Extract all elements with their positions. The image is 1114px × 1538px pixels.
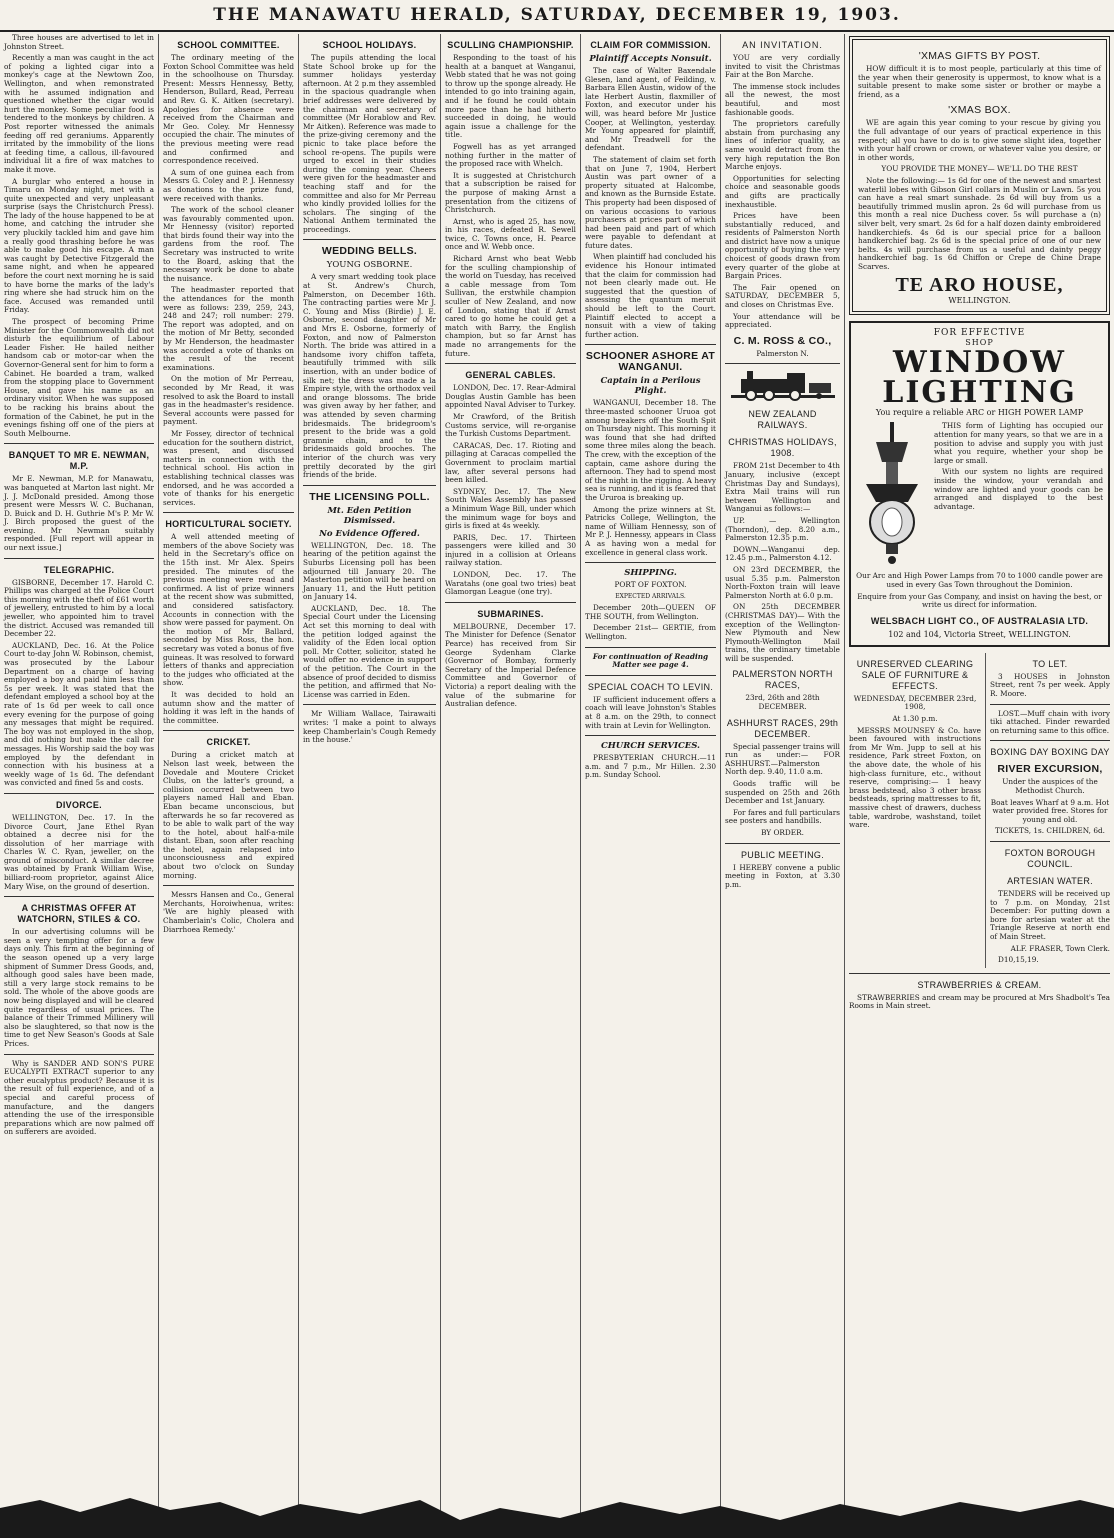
headline-wedding: WEDDING BELLS. — [321, 245, 418, 258]
xmas-box-title: 'XMAS BOX. — [948, 104, 1011, 117]
headline-railways: NEW ZEALAND RAILWAYS. — [748, 409, 817, 431]
headline-races: PALMERSTON NORTH RACES, — [732, 669, 833, 691]
shipping-arrival: December 20th—QUEEN OF THE SOUTH, from Wellington. — [585, 603, 716, 621]
article-text: In our advertising columns will be seen a very tempting offer for a few days only. This firm at the beginning of the season opened up a very large shipment of Summer Dress Goods, and, although good sales have been made, still a very large stock remains to be sold. The whole of the above goods are now being displayed and will be cleared quite regardless of usual prices. The balance of their Trimmed Millinery will also be slaughtered, so that now is the time to get New Season's Goods at Sale Prices. — [4, 927, 154, 1048]
locomotive-icon — [727, 369, 839, 403]
welsbach-address: 102 and 104, Victoria Street, WELLINGTON. — [888, 629, 1071, 639]
article-text: Mr E. Newman, M.P. for Manawatu, was banqueted at Marton last night. Mr J. J. McDonald presided. Among those present were Messrs W. C. Buchanan, D. Buick and D. H. Guthrie M's P. Mr W. J. Birch proposed the guest of the evening. Mr Newman suitably responded. [Full report will appear in our next issue.] — [4, 474, 154, 553]
advert-text: Enquire from your Gas Company, and insist on having the best, or write us direct for information. — [857, 591, 1102, 610]
article-text: The ordinary meeting of the Foxton School Committee was held in the schoolhouse on Thursday. Present: Messrs Hennessy, Betty, Henderson, Bullard, Read, Perreau and Rev. G. K. Aitken (secretary). Apologies for absence were received from the Chairman and Mr Geo. Coley. Mr Hennessy occupied the chair. The minutes of the previous meeting were read and confirmed and correspondence received. — [163, 53, 294, 166]
lighting-shop: SHOP — [965, 338, 994, 348]
advert-text: WE are again this year coming to your rescue by giving you the full advantage of our years of practical experience in this respect; all you have to do is to give some slight idea, together with your half crown or crown, or whatever value you desire, or in other words, — [858, 118, 1101, 162]
headline-claim: CLAIM FOR COMMISSION. — [590, 40, 711, 50]
advert-text: THIS form of Lighting has occupied our attention for many years, so that we are in a position to advise and supply you with just what you require, whether your shop be large or small. — [934, 421, 1103, 465]
article-text: AUCKLAND, Dec. 16. At the Police Court to-day John W. Robinson, chemist, was prosecuted by the Labour Department on a charge of having employed a boy and paid him less than 5s per week. It was stated that the defendant employed a school boy at the rate of 1s 6d per week to call once every evening for the purpose of going any messages that might be required. The boy was not employed in the shop, and did nothing but make the call for messages. His Worship said the boy was employed by the defendant in connection with his business at a weekly wage of 1s 6d. The defendant was convicted and fined 5s and costs. — [4, 640, 154, 788]
advert-text: Messrs Hansen and Co., General Merchants, Horoiwhenua, writes: 'We are highly pleased with Chamberlain's Colic, Cholera and Diarrhoea Remedy.' — [163, 890, 294, 934]
xmas-gifts-advert — [849, 36, 1110, 315]
artesian-heading: ARTESIAN WATER. — [1007, 875, 1093, 886]
article-text: SYDNEY, Dec. 17. The New South Wales Assembly has passed a Minimum Wage Bill, under which the minimum wage for boys and girls is fixed at 4s weekly. — [445, 486, 576, 531]
subheadline-licensing: Mt. Eden Petition Dismissed. — [327, 505, 412, 526]
council-heading: FOXTON BOROUGH COUNCIL. — [1004, 847, 1096, 869]
subheadline-claim: Plaintiff Accepts Nonsuit. — [589, 54, 712, 64]
article-text: A sum of one guinea each from Messrs G. Coley and P. J. Hennessy as donations to the prize fund, were received with thanks. — [163, 167, 294, 203]
column-5 — [580, 34, 720, 1524]
article-text: The statement of claim set forth that on June 7, 1904, Herbert Austin was part owner of a property situated at Halcombe, and known as the Burnside Estate. This property had been disposed of on various occasions to various purchasers at prices part of which had been paid and part of which were payable to defendant at future dates. — [585, 154, 716, 250]
headline-church: CHURCH SERVICES. — [600, 741, 701, 752]
boxing-day-heading: BOXING DAY BOXING DAY — [990, 747, 1110, 758]
headline-banquet: BANQUET TO MR E. NEWMAN, M.P. — [8, 450, 150, 472]
advert-text: Your attendance will be appreciated. — [725, 311, 840, 330]
te-aro-location: WELLINGTON. — [948, 296, 1011, 306]
article-text: Richard Arnst who beat Webb for the sculling championship of the world on Tuesday, has received a cable message from Tom Sullivan, the erstwhile champion sculler of New Zealand, and now of London, stating that if Arnst cared to go home he could get a match with Barry, the English champion, but so far Arnst has made no arrangements for the future. — [445, 254, 576, 358]
classifieds — [990, 653, 1110, 968]
headline-sculling: SCULLING CHAMPIONSHIP. — [447, 40, 574, 50]
lighting-requirement: You require a reliable ARC or HIGH POWER LAMP — [875, 408, 1084, 418]
article-text: Mr Crawford, of the British Customs service, will re-organise the Turkish Customs Department. — [445, 411, 576, 439]
window-lighting-advert — [849, 321, 1110, 646]
river-tickets: TICKETS, 1s. CHILDREN, 6d. — [995, 826, 1105, 836]
advert-text: Goods traffic will be suspended on 25th and 26th December and 1st January. — [725, 779, 840, 806]
article-text: Among the prize winners at St. Patricks College, Wellington, the name of William Hennessy, son of Mr P. J. Hennessy, appears in Class A as having won a medal for excellence in general class work. — [585, 504, 716, 557]
article-text: The prospect of becoming Prime Minister for the Commonwealth did not disturb the equilibrium of Labour Leader Fisher. He hailed neither handsom cab or motor-car when the Governor-General sent for him to form a Cabinet. He boarded a tram, walked from the stopping place to Government House, and gave his name as an ordinary visitor. When he was supposed to be racking his brains about the formation of the Cabinet, he put in the evenings fishing off one of the piers at South Melbourne. — [4, 317, 154, 438]
headline-submarines: SUBMARINES. — [477, 608, 544, 619]
headline-coach: SPECIAL COACH TO LEVIN. — [587, 681, 714, 692]
article-text: On the motion of Mr Perreau, seconded by Mr Read, it was resolved to ask the Board to install gas in the headmaster's residence. Several accounts were passed for payment. — [163, 374, 294, 427]
advert-text: Special passenger trains will run as under:— FOR ASHHURST.—Palmerston North dep. 9.40, 11.0 a.m. — [725, 741, 840, 777]
river-excursion-heading: RIVER EXCURSION, — [997, 763, 1103, 776]
column-4 — [440, 34, 580, 1524]
subheadline-schooner: Captain in a Perilous Plight. — [600, 376, 701, 397]
advert-slogan: YOU PROVIDE THE MONEY— WE'LL DO THE REST — [881, 164, 1078, 174]
headline-general-cables: GENERAL CABLES. — [465, 370, 556, 381]
article-text: LONDON, Dec. 17. Rear-Admiral Douglas Austin Gamble has been appointed Naval Adviser to Turkey. — [445, 383, 576, 410]
shipping-expected: EXPECTED ARRIVALS. — [615, 592, 686, 600]
headline-telegraphic: TELEGRAPHIC. — [43, 564, 115, 575]
headline-ashhurst: ASHHURST RACES, 29th DECEMBER. — [726, 717, 839, 739]
shipping-port: PORT OF FOXTON. — [614, 580, 687, 590]
xmas-title: 'XMAS GIFTS BY POST. — [918, 50, 1041, 62]
article-text: Three houses are advertised to let in Johnston Street. — [4, 34, 154, 51]
advert-text: STRAWBERRIES and cream may be procured at Mrs Shadbolt's Tea Rooms in Main street. — [849, 992, 1110, 1011]
article-text: The headmaster reported that the attendances for the month were as follows: 239, 259, 243, 248 and 247; roll number: 279. The report was adopted, and on the motion of Mr Betty, seconded by Mr Henderson, the headmaster was accorded a vote of thanks on the result of the recent examinations. — [163, 285, 294, 372]
continuation-note: For continuation of Reading Matter see page 4. — [592, 651, 709, 670]
article-text: A burglar who entered a house in Timaru on Monday night, met with a quite unexpected and very unpleasant surprise (says the Christchurch Press). The lady of the house happened to be at home, and catching the intruder she very pluckily tackled him and gave him a really good thrashing before he was able to make good his escape. A man was caught by Detective Fitzgerald the same night, and when he appeared before the court next morning he is said to have borne the marks of the lady's ring where she had struck him on the face. Accused was remanded until Friday. — [4, 176, 154, 315]
advert-text: I HEREBY convene a public meeting in Foxton, at 3.30 p.m. — [725, 862, 840, 889]
headline-school-committee: SCHOOL COMMITTEE. — [177, 40, 280, 50]
council-date: D10,15,19. — [998, 955, 1039, 965]
auction-date: WEDNESDAY, DECEMBER 23rd, 1908, — [853, 693, 977, 712]
article-text: Fogwell has as yet arranged nothing further in the matter of the proposed race with Whelch. — [445, 141, 576, 169]
to-let-heading: TO LET. — [1032, 658, 1068, 669]
lighting-title-2: LIGHTING — [882, 375, 1077, 411]
subheadline-licensing-2: No Evidence Offered. — [319, 528, 420, 539]
advert-text: MESSRS MOUNSEY & Co. have been favoured with instructions from Mr Wm. Jupp to sell at his residence, Park street Foxton, on the above date, the whole of his high-class furniture, etc., without reserve, comprising:— 1 heavy brass bedstead, also 3 other brass bedsteads, spring mattresses to fit, massive chest of drawers, duchess table, wardrobe, washstand, toilet ware. — [849, 725, 981, 830]
lighting-title-1: WINDOW — [893, 345, 1066, 381]
auction-advert — [849, 653, 986, 968]
firm-name: C. M. ROSS & CO., — [733, 334, 832, 347]
headline-horticultural: HORTICULTURAL SOCIETY. — [165, 519, 292, 530]
article-text: Mr Fossey, director of technical education for the southern district, was present, and discussed matters in connection with the technical school. His action in establishing technical classes was endorsed, and he was accorded a vote of thanks for his energetic services. — [163, 428, 294, 507]
advert-text: YOU are very cordially invited to visit the Christmas Fair at the Bon Marche. — [725, 53, 840, 80]
torn-page-edge — [0, 1490, 1114, 1538]
advert-text: Mr William Wallace, Tairawaiti writes: 'I make a point to always keep Chamberlain's Cough Remedy in the house.' — [303, 709, 436, 745]
advert-text: Our Arc and High Power Lamps from 70 to 1000 candle power are used in every Gas Town throughout the Dominion. — [856, 571, 1103, 590]
headline-school-holidays: SCHOOL HOLIDAYS. — [322, 40, 417, 50]
headline-divorce: DIVORCE. — [56, 799, 102, 810]
strawberries-heading: STRAWBERRIES & CREAM. — [917, 979, 1042, 990]
column-6 — [720, 34, 844, 1524]
article-text: AUCKLAND, Dec. 18. The Special Court under the Licensing Act set this morning to deal with the petition lodged against the validity of the Eden local option poll. Mr Cotter, solicitor, stated he would offer no evidence in support of the petition. The Court in the absence of proof decided to dismiss the petition, and affirmed that No-License was carried in Eden. — [303, 603, 436, 699]
column-2 — [158, 34, 298, 1524]
article-text: Arnst, who is aged 25, has now, in his races, defeated R. Sewell twice, C. Towns once, H. Pearce once and W. Webb once. — [445, 216, 576, 252]
advert-text: Under the auspices of the Methodist Church. — [1002, 777, 1098, 795]
headline-cricket: CRICKET. — [206, 737, 251, 748]
advert-text: TENDERS will be received up to 7 p.m. on Monday, 21st December: For putting down a bore for artesian water at the Triangle Reserve at north end of Main Street. — [990, 888, 1110, 941]
advert-text: FROM 21st December to 4th January, inclusive (except Christmas Day and Sundays), Extra Mail trains will run between Wellington and Wanganui as follows:— — [725, 461, 840, 514]
column-1 — [0, 34, 158, 1524]
article-text: WELLINGTON, Dec. 18. The hearing of the petition against the Suburbs Licensing poll has been adjourned till January 20. The Masterton petition will be heard on January 11, and the Hutt petition on January 14. — [303, 540, 436, 602]
council-signature: ALF. FRASER, Town Clerk. — [1010, 943, 1110, 953]
article-text: LONDON, Dec. 17. The Waratahs (one goal two tries) beat Glamorgan League (one try). — [445, 570, 576, 597]
advert-list: Note the following:— 1s 6d for one of the newest and smartest waterlil lobes with Gibson Girl collars in Muslin or Lawn. 5s you can have a real smart sunshade. 2s 6d will buy from us a beautifully trimmed muslin apron. 2s 6d will purchase from us this month a real nice Duchess cover. 5s will purchase a (n) silver belt, very smart. 2s 6d for a half dozen dainty embroidered handkerchiefs. 4s 6d is our special price for a balloon handkerchief bag. 2s 6d is the special price of one of our new belts. 4s will purchase from us a useful and dainty peggy handkerchief bag. 1s 6d Chiffon or Crepe de Chine Drape Scarves. — [858, 175, 1101, 271]
lighting-for: FOR EFFECTIVE — [933, 328, 1026, 339]
advert-text: The Fair opened on SATURDAY, DECEMBER 5, and closes on Christmas Eve. — [725, 282, 840, 310]
advert-text: With our system no lights are required inside the window, your verandah and window are lighted and your goods can be arranged and displayed to the best advantage. — [934, 467, 1103, 511]
article-text: PARIS, Dec. 17. Thirteen passengers were killed and 30 injured in a collision at Orleans railway station. — [445, 532, 576, 568]
advert-text: Why is SANDER AND SON'S PURE EUCALYPTI EXTRACT superior to any other eucalyptus product? Because it is the result of full experience, and of a special and careful process of manufacture, and the dangers attending the use of the irresponsible preparations which are now palmed off on sufferers are avoided. — [4, 1058, 154, 1137]
article-text: During a cricket match at Nelson last week, between the Dovedale and Moutere Cricket Clubs, on the latter's ground, a collision occurred between two players named Hall and Eban. Eban became unconscious, but afterwards he so far recovered as to be able to walk part of the way to the hotel, about half-a-mile distant. Eban, soon after reaching the hotel, again relapsed into unconsciousness and expired about two o'clock on Sunday morning. — [163, 750, 294, 880]
advert-text: LOST.—Muff chain with ivory tiki attached. Finder rewarded on returning same to this office. — [990, 708, 1110, 735]
headline-licensing: THE LICENSING POLL. — [309, 490, 430, 503]
by-order: BY ORDER. — [761, 828, 804, 837]
article-text: A well attended meeting of members of the above Society was held in the Secretary's office on the 15th inst. Mr Alex. Speirs presided. The minutes of the previous meeting were read and confirmed. A list of prize winners at the recent show was submitted, and considered satisfactory. Accounts in connection with the show were passed for payment. On the motion of Mr Ballard, seconded by Miss Ross, the hon. secretary was voted a bonus of five guineas. It was resolved to forward letters of thanks and appreciation to the judges who officiated at the show. — [163, 532, 294, 688]
advert-text: The proprietors carefully abstain from purchasing any lines of inferior quality, as same would detract from the very high reputation the Bon Marche enjoys. — [725, 119, 840, 172]
auction-time: At 1.30 p.m. — [892, 714, 938, 724]
advert-text: ON 25th DECEMBER (CHRISTMAS DAY)— With the exception of the Wellington-New Plymouth and New Plymouth-Wellington Mail trains, the ordinary timetable will be suspended. — [725, 602, 840, 663]
headline-public-meeting: PUBLIC MEETING. — [740, 849, 824, 860]
article-text: GISBORNE, December 17. Harold C. Phillips was charged at the Police Court this morning with the theft of £61 worth of jewellery, entrusted to him by a local jeweller, who appointed him to travel the district. Accused was remanded till December 22. — [4, 577, 154, 639]
advert-text: PRESBYTERIAN CHURCH.—11 a.m. and 7 p.m., Mr Hillen. 2.30 p.m. Sunday School. — [585, 753, 716, 780]
article-text: It was decided to hold an autumn show and the matter of holding it was left in the hands of the committee. — [163, 689, 294, 725]
advert-text: Opportunities for selecting choice and seasonable goods and gifts are practically inexhaustible. — [725, 173, 840, 209]
headline-christmas-offer: A CHRISTMAS OFFER AT WATCHORN, STILES & CO. — [17, 903, 141, 925]
advert-text: DOWN.—Wanganui dep. 12.45 p.m., Palmerston 4.12. — [725, 544, 840, 563]
article-text: CARACAS, Dec. 17. Rioting and pillaging at Caracas compelled the Government to proclaim martial law, after several persons had been killed. — [445, 440, 576, 485]
article-text: It is suggested at Christchurch that a subscription be raised for the purpose of making Arnst a presentation from the citizens of Christchurch. — [445, 170, 576, 215]
auction-heading: UNRESERVED CLEARING SALE OF FURNITURE & EFFECTS. — [856, 658, 974, 691]
article-text: MELBOURNE, December 17. The Minister for Defence (Senator Pearce) has received from Sir George Sydenham Clarke (Governor of Bombay, formerly Secretary of the Imperial Defence Committee and Governor of Victoria) a report dealing with the value of the submarine for Australian defence. — [445, 621, 576, 709]
headline-schooner: SCHOONER ASHORE AT WANGANUI. — [585, 350, 716, 374]
te-aro-house: TE ARO HOUSE, — [895, 274, 1064, 297]
advert-text: Prices have been substantially reduced, and residents of Palmerston North and district have now a unique opportunity of buying the very choicest of goods drawn from every quarter of the globe at Bargain Prices. — [725, 211, 840, 281]
article-text: The case of Walter Baxendale Glesen, land agent, of Feilding, v. Barbara Ellen Austin, widow of the late Herbert Austin, flaxmiller of Foxton, and executor under his will, was heard before Mr Justice Cooper, at Wellington, yesterday. Mr Young appeared for plaintiff, and Mr Treadwell for the defendant. — [585, 66, 716, 153]
advert-text: Boat leaves Wharf at 9 a.m. Hot water provided free. Stores for young and old. — [990, 797, 1110, 824]
article-text: Responding to the toast of his health at a banquet at Wanganui, Webb stated that he was not going to throw up the sponge already. He intended to go into training again, and if he found he could obtain more pace than he had hitherto succeeded in doing, he would again issue a challenge for the title. — [445, 53, 576, 140]
article-text: WELLINGTON, Dec. 17. In the Divorce Court, Jane Ethel Ryan obtained a decree nisi for the dissolution of her marriage with Charles W. C. Ryan, jeweller, on the ground of misconduct. A similar decree was obtained by Frank William Wise, billiard-room proprietor, against Alice Mary Wise, on the ground of desertion. — [4, 812, 154, 891]
column-3 — [298, 34, 440, 1524]
advert-text: 3 HOUSES in Johnston Street, rent 7s per week. Apply R. Moore. — [990, 671, 1110, 699]
article-text: The pupils attending the local State School broke up for the summer holidays yesterday afternoon. At 2 p.m they assembled in the spacious quadrangle when brief addresses were delivered by the chairman and secretary of committee (Mr Horablow and Rev. Mr Aitken). Reference was made to the prize-giving ceremony and the picnic to take place before the school re-opens. The pupils were urged to excel in their studies during the coming year. Cheers were given for the headmaster and teaching staff and for the committee and also for Mr Perreau who kindly provided lollies for the scholars. The singing of the National Anthem terminated the proceedings. — [303, 53, 436, 234]
article-text: The work of the school cleaner was favourably commented upon. Mr Hennessy (visitor) reported that birds found their way into the gardens from the roof. The Secretary was instructed to write to the Board, asking that the necessary work be done to abate the nuisance. — [163, 205, 294, 283]
advert-text: The immense stock includes all the newest, the most beautiful, and most fashionable goods. — [725, 81, 840, 117]
advert-text: HOW difficult it is to most people, particularly at this time of the year when their generosity is uppermost, to know what is a suitable present to make some sister or brother or maybe a friend, as a — [858, 64, 1101, 99]
advert-text: ON 23rd DECEMBER, the usual 5.35 p.m. Palmerston North-Foxton train will leave Palmerston North at 6.0 p.m. — [725, 564, 840, 600]
article-text: Recently a man was caught in the act of poking a lighted cigar into a monkey's cage at the Newtown Zoo, Wellington, and when remonstrated with he assumed indignation and questioned whether the cigar would hurt the monkey. Some peculiar food is tendered to the monkeys by children. A Post reporter witnessed the animals feeding off red geraniums. Apparently irritated by the immobility of the lions at feeding time, a callous, ill-favoured individual lit a fire of wax matches to make it move. — [4, 53, 154, 174]
headline-invitation: AN INVITATION. — [742, 40, 823, 50]
arc-lamp-icon — [856, 422, 928, 572]
advert-text: IF sufficient inducement offers a coach will leave Johnston's Stables at 8 a.m. on the 29th, to connect with train at Levin for Wellington. — [585, 694, 716, 730]
article-text: WANGANUI, December 18. The three-masted schooner Uruoa got among breakers off the South Spit on Thursday night. This morning it was found that she had drifted some three miles along the beach. The crew, with the exception of the captain, came ashore during the afternoon. They had to spend most of the night in the rigging. A heavy sea is running, and it is feared that the Ururoa is breaking up. — [585, 398, 716, 502]
subheadline-wedding: YOUNG OSBORNE. — [326, 260, 413, 271]
welsbach-firm: WELSBACH LIGHT CO., OF AUSTRALASIA LTD. — [870, 615, 1089, 626]
firm-location: Palmerston N. — [756, 348, 809, 358]
article-text: A very smart wedding took place at St. Andrew's Church, Palmerston, on December 16th. The contracting parties were Mr J. C. Young and Miss (Birdie) J. E. Osborne, second daughter of Mr and Mrs E. Osborne, formerly of Foxton, and now of Palmerston North. The bride was attired in a handsome ivory chiffon taffeta, beautifully trimmed with silk insertion, with an under bodice of silk net; the dress was made a la Empire style, with the orthodox veil and orange blossoms. The bride was given away by her father, and was attended by seven charming bridesmaids. The bridegroom's present to the bride was a gold gramnie chain, and to the bridesmaids gold brooches. The interior of the church was very prettily decorated by the girl friends of the bride. — [303, 272, 436, 480]
masthead: THE MANAWATU HERALD, SATURDAY, DECEMBER 19, 1903. — [0, 0, 1114, 32]
headline-shipping: SHIPPING. — [624, 568, 677, 579]
headline-railways-2: CHRISTMAS HOLIDAYS, 1908. — [728, 437, 837, 459]
advert-text: For fares and full particulars see posters and handbills. — [725, 807, 840, 826]
shipping-arrival: December 21st— GERTIE, from Wellington. — [585, 623, 716, 642]
article-text: When plaintiff had concluded his evidence his Honour intimated that the claim for commission had not been clearly made out. He suggested that the question of assessing the quantum meruit should be left to the Court. Plaintiff elected to accept a nonsuit with a view of taking further action. — [585, 252, 716, 339]
column-7 — [844, 34, 1114, 1524]
advert-text: UP. — Wellington (Thorndon), dep. 8.20 a.m., Palmerston 12.35 p.m. — [725, 515, 840, 543]
advert-text: 23rd, 26th and 28th DECEMBER. — [745, 693, 820, 712]
